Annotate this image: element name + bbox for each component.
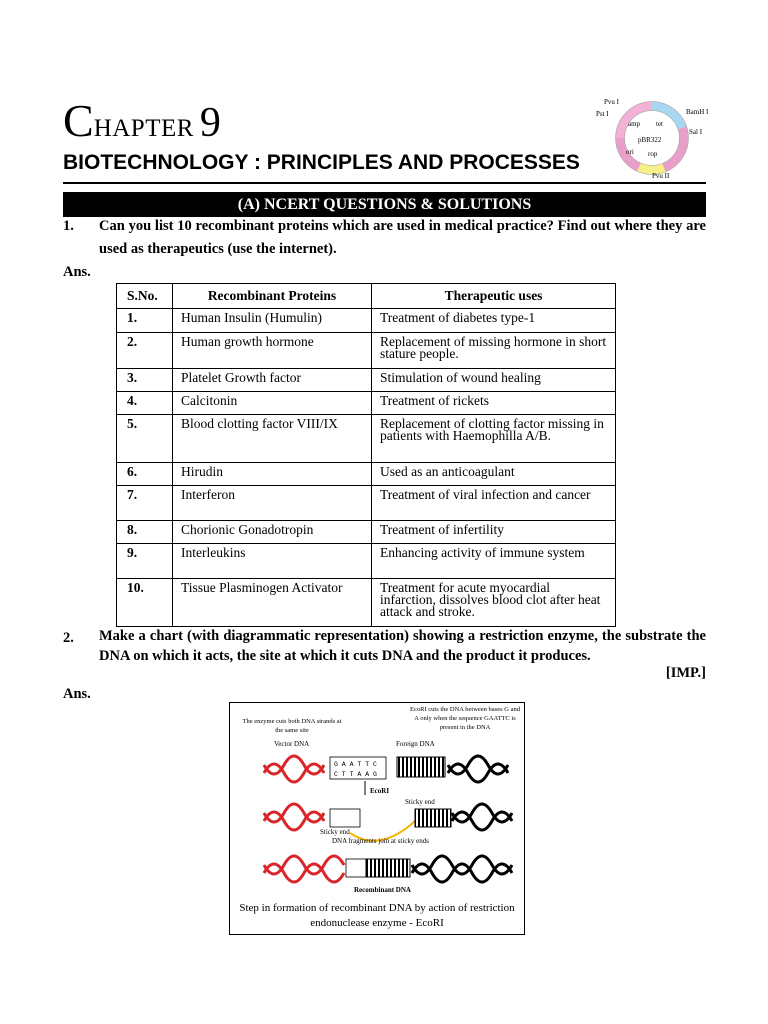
table-cell: Replacement of missing hormone in short stature people.	[372, 333, 616, 369]
table-row	[117, 392, 616, 415]
cut-note: The enzyme cuts both DNA strands at the same site	[242, 718, 342, 734]
question-1-text: Can you list 10 recombinant proteins which are used in medical practice? Find out where they are used as therapeutics (use the internet).	[99, 218, 706, 257]
answer-1-label: Ans.	[63, 264, 91, 280]
table-cell: Stimulation of wound healing	[372, 369, 616, 392]
table-row	[117, 333, 616, 369]
table-cell: 6.	[117, 463, 173, 486]
table-header: Therapeutic uses	[372, 284, 616, 309]
recombinant-dna-label: Recombinant DNA	[354, 886, 411, 894]
foreign-dna-helix	[448, 756, 508, 782]
cut-vector-helix	[264, 804, 324, 830]
table-cell: 7.	[117, 486, 173, 521]
answer-2-label: Ans.	[63, 686, 91, 702]
page-title: BIOTECHNOLOGY : PRINCIPLES AND PROCESSES	[63, 151, 580, 174]
table-header: Recombinant Proteins	[173, 284, 372, 309]
table-cell: Treatment of diabetes type-1	[372, 309, 616, 333]
table-row	[117, 369, 616, 392]
important-tag: [IMP.]	[665, 665, 706, 681]
table-cell: Treatment for acute myocardial infarction, dissolves blood clot after heat attack and stroke.	[372, 579, 616, 627]
foreign-sticky-end	[415, 809, 451, 827]
table-cell: Platelet Growth factor	[173, 369, 372, 392]
question-2-body: Make a chart (with diagrammatic representation) showing a restriction enzyme, the substrate the DNA on which it acts, the site at which it cuts DNA and the product it produces.	[99, 628, 706, 664]
table-cell: Hirudin	[173, 463, 372, 486]
title-divider	[63, 182, 706, 184]
table-cell: Treatment of viral infection and cancer	[372, 486, 616, 521]
table-cell: 1.	[117, 309, 173, 333]
table-row	[117, 309, 616, 333]
question-2-number: 2.	[63, 630, 74, 646]
recombinant-helix-right	[412, 856, 512, 882]
table-cell: Blood clotting factor VIII/IX	[173, 415, 372, 463]
table-cell: Chorionic Gonadotropin	[173, 521, 372, 544]
plasmid-label-pst1: Pst I	[596, 110, 609, 118]
table-cell: 8.	[117, 521, 173, 544]
question-2-text	[99, 627, 706, 666]
recombinant-junction	[346, 859, 366, 877]
vector-dna-helix	[264, 756, 324, 782]
recombinant-insert	[366, 859, 410, 877]
chapter-number: 9	[199, 100, 221, 146]
table-cell: Used as an anticoagulant	[372, 463, 616, 486]
plasmid-label-sal1: Sal I	[689, 128, 703, 136]
table-cell: Treatment of infertility	[372, 521, 616, 544]
question-1-number: 1.	[63, 218, 74, 234]
table-cell: 10.	[117, 579, 173, 627]
table-cell: Tissue Plasminogen Activator	[173, 579, 372, 627]
table-cell: Replacement of clotting factor missing in patients with Haemophilla A/B.	[372, 415, 616, 463]
plasmid-label-bamh1: BamH I	[686, 108, 709, 116]
table-row	[117, 544, 616, 579]
sequence-top: G A A T T C	[334, 761, 377, 768]
chapter-heading	[63, 95, 221, 146]
table-cell: Interferon	[173, 486, 372, 521]
table-cell: Interleukins	[173, 544, 372, 579]
recombinant-proteins-table	[116, 283, 616, 627]
table-row	[117, 521, 616, 544]
vector-sticky-end	[330, 809, 360, 827]
plasmid-diagram	[594, 90, 724, 180]
table-cell: 2.	[117, 333, 173, 369]
foreign-dna-segment	[397, 757, 445, 777]
table-cell: Human Insulin (Humulin)	[173, 309, 372, 333]
ecori-diagram	[229, 702, 525, 935]
table-row	[117, 463, 616, 486]
plasmid-label-pbr322: pBR322	[638, 136, 662, 144]
section-heading: (A) NCERT QUESTIONS & SOLUTIONS	[63, 192, 706, 217]
table-row	[117, 579, 616, 627]
plasmid-label-pvu2: Pvu II	[652, 172, 670, 180]
vector-dna-label: Vector DNA	[274, 740, 310, 748]
dna-illustration	[230, 703, 524, 934]
table-cell: Human growth hormone	[173, 333, 372, 369]
sequence-bottom: C T T A A G	[334, 771, 377, 778]
table-header: S.No.	[117, 284, 173, 309]
table-cell: 9.	[117, 544, 173, 579]
recombinant-helix-left	[264, 856, 344, 882]
table-cell: Calcitonin	[173, 392, 372, 415]
diagram-caption: Step in formation of recombinant DNA by action of restriction endonuclease enzyme - EcoRI	[239, 902, 515, 929]
sticky-end-label-left: Sticky end	[320, 828, 350, 836]
plasmid-label-pvu1: Pvu I	[604, 98, 619, 106]
plasmid-label-ori: ori	[626, 148, 634, 156]
join-label: DNA fragments join at sticky ends	[332, 837, 430, 845]
table-cell: 3.	[117, 369, 173, 392]
foreign-dna-label: Foreign DNA	[396, 740, 435, 748]
table-cell: Treatment of rickets	[372, 392, 616, 415]
plasmid-label-tet: tet	[656, 120, 663, 128]
chapter-word: HAPTER	[93, 115, 194, 142]
table-row	[117, 486, 616, 521]
ecori-label: EcoRI	[370, 787, 390, 795]
chapter-initial: C	[63, 95, 94, 146]
ecori-note: EcoRI cuts the DNA between bases G and A only when the sequence GAATTC is present in the DNA	[410, 706, 520, 731]
table-row	[117, 415, 616, 463]
plasmid-label-amp: amp	[628, 120, 641, 128]
table-cell: 4.	[117, 392, 173, 415]
plasmid-label-rop: rop	[648, 150, 658, 158]
table-cell: 5.	[117, 415, 173, 463]
cut-foreign-helix	[452, 804, 512, 830]
table-header-row	[117, 284, 616, 309]
sticky-end-label-right: Sticky end	[405, 798, 435, 806]
table-cell: Enhancing activity of immune system	[372, 544, 616, 579]
